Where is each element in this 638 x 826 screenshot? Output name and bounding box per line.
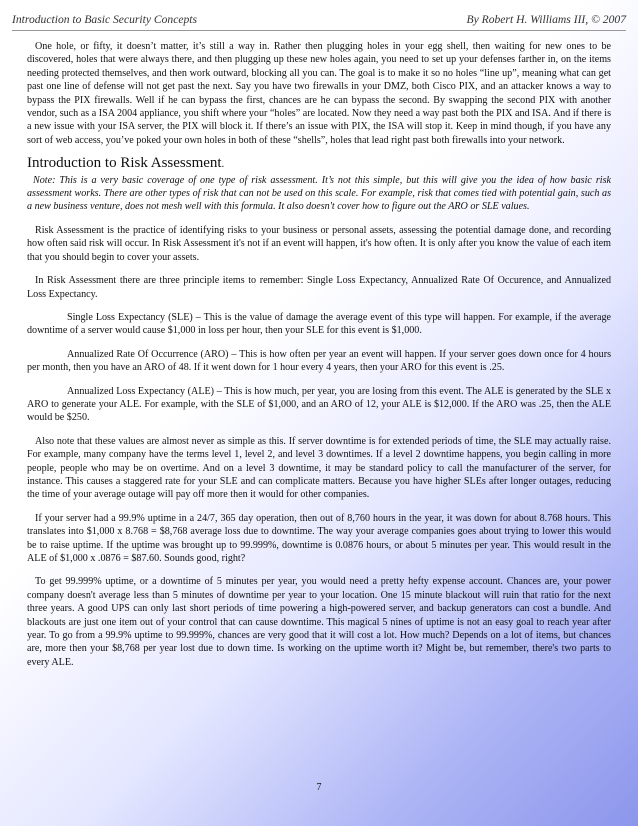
header-author: By Robert H. Williams III, © 2007 (466, 12, 626, 26)
page-header (12, 10, 626, 28)
paragraph-defense-in-depth: One hole, or fifty, it doesn’t matter, it’s still a way in. Rather then plugging holes in your egg shell, then waiting for new ones to be discovered, holes that were always there, and then plugging up these new holes again, you need to set up your defenses farther in, on the items needing protected themselves, and then work outward, blocking all you can. The goal is to make it so no holes “line up”, meaning what can get past one line of defense will not get past the next. Say you have two firewalls in your DMZ, both Cisco PIX, and an attacker knows a way to bypass the PIX firewalls. Well if he can bypass the first, chances are he can bypass the second. By swapping the second PIX with another vendor, such as a ISA 2004 appliance, you shift where your “holes” are located. Now they need a way past both the PIX and ISA. And if there is a new issue with your ISA server, the PIX will block it. If there’s an issue with PIX, the ISA will stop it. Keep in mind though, if you have any sort of web access, you’ve poked your own holes in both of these “shells”, holes that lead right past both firewalls into your network. (27, 41, 611, 146)
note-paragraph: Note: This is a very basic coverage of one type of risk assessment. It’s not this simple, but this will give you the idea of how basic risk assessment works. There are other types of risk that can not be used on this scale. For example, risk that comes tied with potential gain, such as a new business venture, does not mesh well with this formula. It also doesn't cover how to figure out the ARO or SLE values. (27, 174, 611, 213)
header-title: Introduction to Basic Security Concepts (12, 12, 198, 26)
paragraph-aro: Annualized Rate Of Occurrence (ARO) – This is how often per year an event will happen. If your server goes down once for 4 hours per month, then you have an ARO of 48. If it went down for 1 hour every 4 years, then your ARO for this event is .25. (27, 348, 611, 374)
paragraph-values-note: Also note that these values are almost never as simple as this. If server downtime is for extended periods of time, the SLE may actually raise. For example, many company have the terms level 1, level 2, and level 3 downtimes. If a level 2 downtime happens, you begin calling in more people, people who may be on overtime. And on a level 3 downtime, it may be standard policy to call the manufacturer of the server, for instance. This causes a staggered rate for your SLE and can complicate matters. Because you have higher SLEs after longer outages, reducing the time of your average outage will pay off more then it would for other companies. (27, 435, 611, 501)
paragraph-risk-assessment: Risk Assessment is the practice of identifying risks to your business or personal assets, assessing the potential damage done, and recording how often said risk will occur. In Risk Assessment it's not if an event will happen, it's how often. It is only after you know the value of each item that you should begin to cover your assets. (27, 224, 611, 263)
page-content (27, 40, 611, 679)
section-title (27, 157, 611, 171)
section-title-text: Introduction to Risk Assessment (27, 155, 222, 172)
header-divider (12, 30, 626, 31)
paragraph-uptime-example: If your server had a 99.9% uptime in a 24/7, 365 day operation, then out of 8,760 hours in the year, it was down for about 8.768 hours. This translates into $1,000 x 8.768 = $8,768 average loss due to downtime. The way your average companies goes about trying to lower this would be to raise uptime. If the uptime was brought up to 99.999%, downtime is 0.0876 hours, or about 5 minutes per year. This would result in the ALE of $1,000 x .0876 = $87.60. Sounds good, right? (27, 512, 611, 564)
paragraph-five-nines: To get 99.999% uptime, or a downtime of 5 minutes per year, you would need a pretty hefty expense account. Chances are, your power company doesn't average less than 5 minutes of downtime per year to your location. One 15 minute blackout will ruin that ratio for the next three years. A good UPS can only last short periods of time powering a high-powered server, and backup generators can cost a bundle. And blackouts are just one item out of your control that can cause downtime. This magical 5 nines of uptime is not an easy goal to reach year after year. To go from a 99.9% uptime to 99.999%, chances are very good that it will cost a lot. How much? Depends on a lot of items, but chances are, more then your $8,768 per year lost due to down time. Is working on the uptime worth it? Might be, but remember, there's two parts to every ALE. (27, 576, 611, 668)
paragraph-ale: Annualized Loss Expectancy (ALE) – This is how much, per year, you are losing from this event. The ALE is generated by the SLE x ARO to generate your ALE. For example, with the SLE of $1,000, and an ARO of 12, your ALE is $12,000. If the ARO was .25, then the ALE would be $250. (27, 385, 611, 424)
paragraph-sle: Single Loss Expectancy (SLE) – This is the value of damage the average event of this type will happen. For example, if the average downtime of a server would cause $1,000 in loss per hour, then your SLE for this event is $1,000. (27, 311, 611, 337)
page-number: 7 (316, 782, 322, 793)
section-title-dot: . (221, 159, 225, 171)
paragraph-principle-items: In Risk Assessment there are three principle items to remember: Single Loss Expectancy, Annualized Rate Of Occurence, and Annualized Loss Expectancy. (27, 275, 611, 300)
